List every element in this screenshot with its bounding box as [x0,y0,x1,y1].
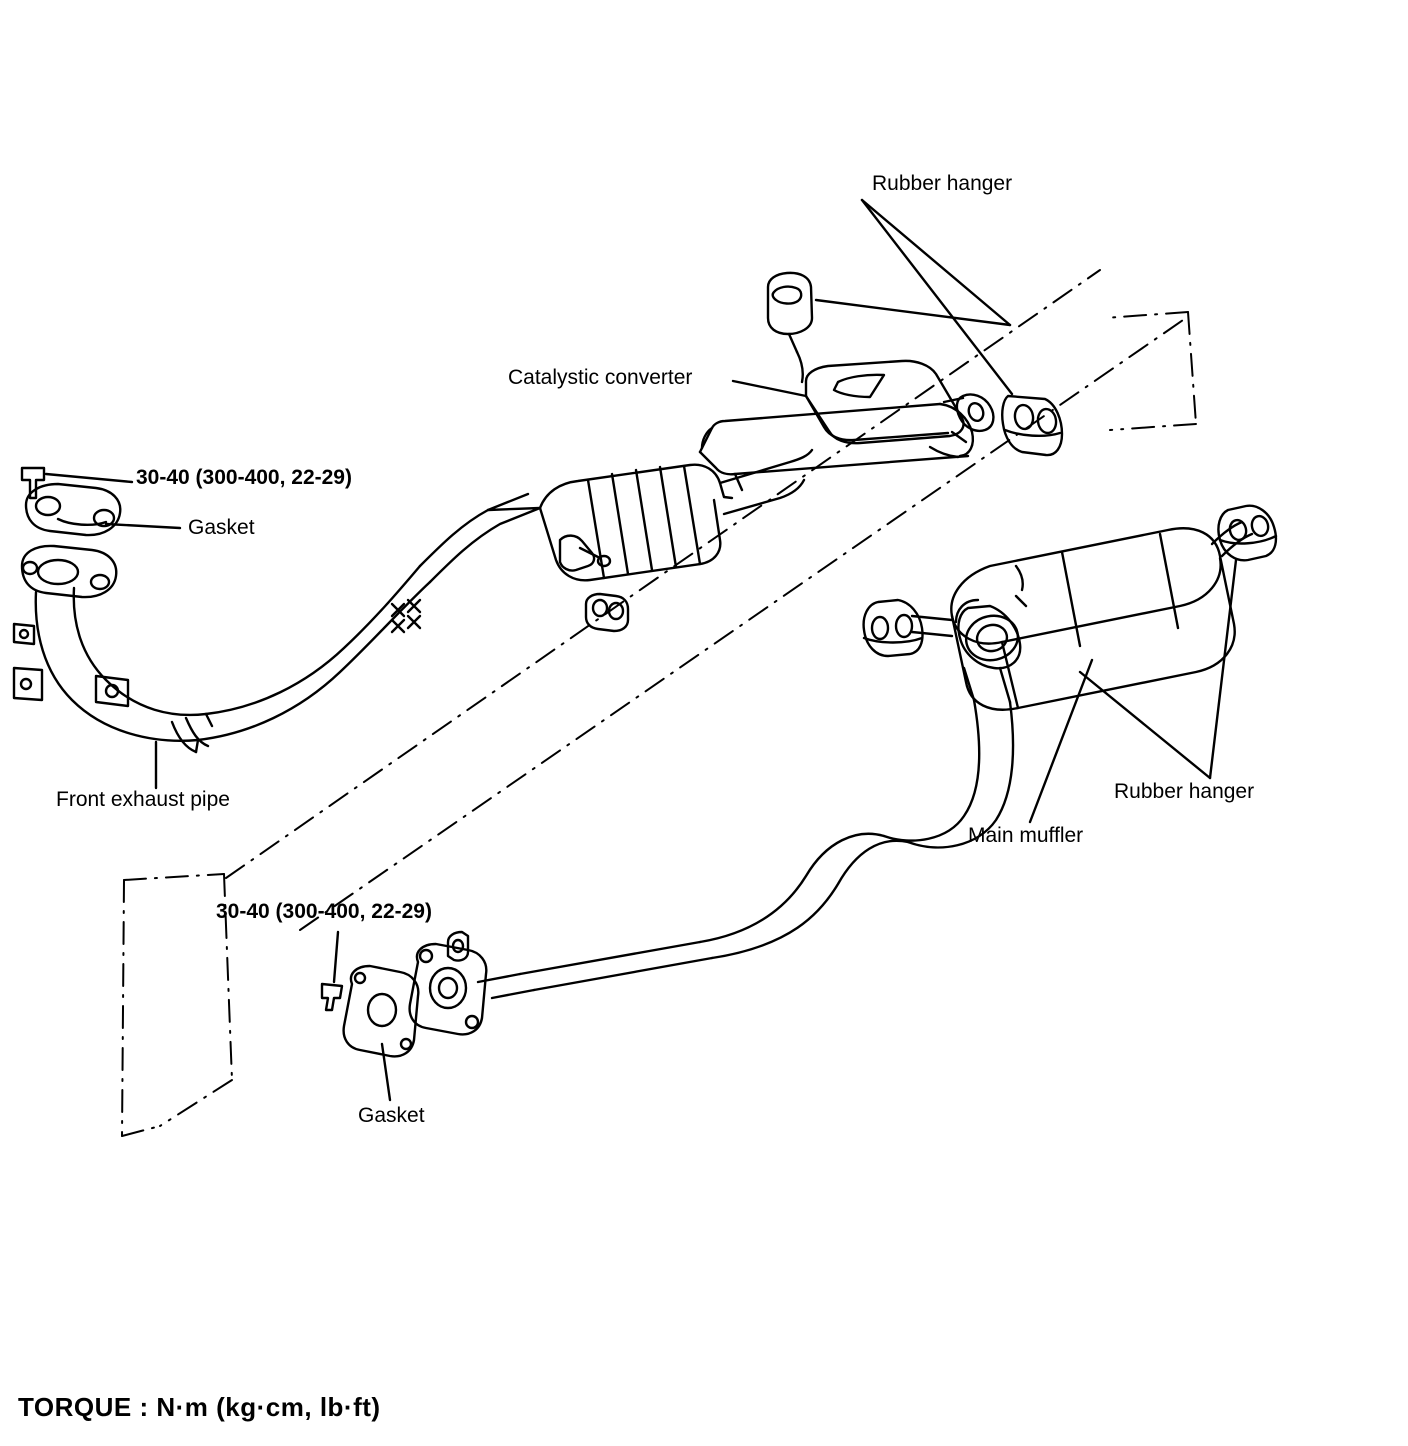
leader-torque-front [46,474,132,482]
leader-torque-rear [334,932,338,982]
part-rubber-hanger-converter [1002,396,1062,455]
part-bolt-rear [322,984,342,1010]
label-catalystic-converter: Catalystic converter [508,366,693,389]
label-gasket-rear: Gasket [358,1104,425,1127]
part-rubber-hanger-top [768,273,812,382]
torque-footer-note: TORQUE : N·m (kg·cm, lb·ft) [18,1392,381,1422]
label-rubber-hanger-rear: Rubber hanger [1114,780,1255,803]
leader-main-muffler [1030,660,1092,822]
label-torque-rear: 30-40 (300-400, 22-29) [216,900,432,923]
part-rear-pipe [410,700,1013,1034]
label-gasket-front: Gasket [188,516,255,539]
part-catalystic-converter [540,361,993,580]
part-main-muffler [864,506,1276,710]
leader-gasket-front [106,524,180,528]
label-torque-front: 30-40 (300-400, 22-29) [136,466,352,489]
label-front-exhaust-pipe: Front exhaust pipe [56,788,230,811]
part-front-exhaust-pipe [14,468,540,752]
leader-catalystic-converter [733,381,806,396]
part-gasket-rear [344,966,419,1056]
label-rubber-hanger-top: Rubber hanger [872,172,1013,195]
leader-gasket-rear [382,1044,390,1100]
label-main-muffler: Main muffler [968,824,1084,847]
leader-rubber-hanger-rear [1080,560,1236,778]
